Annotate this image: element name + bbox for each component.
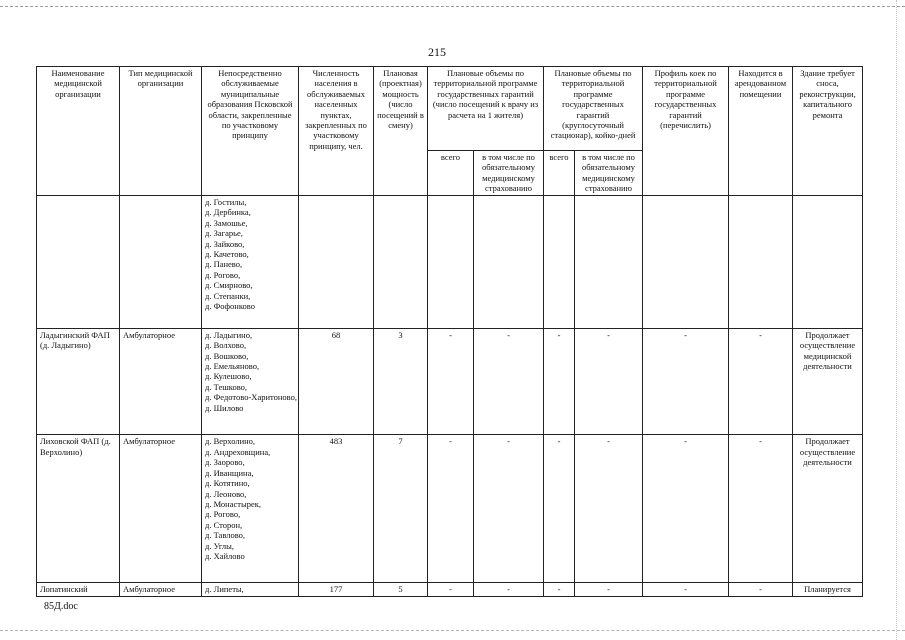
out-total-cell — [428, 196, 474, 329]
population-cell — [299, 196, 374, 329]
scan-edge-right — [896, 0, 897, 640]
rented-cell: - — [729, 328, 793, 435]
org-name-cell: Лиховской ФАП (д. Верхолино) — [37, 435, 120, 582]
org-name-cell: Лопатинский — [37, 582, 120, 596]
settlement-item: д. Углы, — [205, 540, 234, 551]
out-oms-cell: - — [474, 328, 544, 435]
settlement-item: д. Рогово, — [205, 269, 241, 280]
out-oms-cell: - — [474, 435, 544, 582]
in-oms-cell: - — [575, 582, 643, 596]
header-type: Тип медицинской организации — [120, 67, 202, 196]
in-oms-cell — [575, 196, 643, 329]
header-building: Здание требует сноса, реконструкции, капитального ремонта — [793, 67, 863, 196]
settlement-item: д. Шилово — [205, 402, 244, 413]
org-type-cell: Амбулаторное — [120, 582, 202, 596]
header-population: Численность населения в обслуживаемых населенных пунктах, закрепленных по участковому принципу, чел. — [299, 67, 374, 196]
page-number: 215 — [428, 45, 446, 59]
settlement-item: д. Зайково, — [205, 238, 245, 249]
settlements-cell — [202, 435, 299, 582]
settlement-item: д. Хайлово — [205, 550, 245, 561]
in-oms-cell: - — [575, 328, 643, 435]
settlements-cell — [202, 196, 299, 329]
out-total-cell: - — [428, 582, 474, 596]
out-oms-cell: - — [474, 582, 544, 596]
file-name-footer: 85Д.doc — [44, 601, 78, 612]
capacity-cell: 5 — [374, 582, 428, 596]
table-row — [37, 435, 863, 582]
bed-profile-cell: - — [643, 582, 729, 596]
settlement-item: д. Фофонково — [205, 301, 255, 312]
building-cell — [793, 196, 863, 329]
settlement-item: д. Замошье, — [205, 217, 248, 228]
capacity-cell: 3 — [374, 328, 428, 435]
header-out-oms: в том числе по обязательному медицинскому страхованию — [474, 151, 544, 196]
scan-edge-top — [0, 6, 905, 7]
settlement-item: д. Качетово, — [205, 249, 249, 260]
header-name: Наименование медицинской организации — [37, 67, 120, 196]
out-total-cell: - — [428, 328, 474, 435]
settlement-item: д. Вошково, — [205, 350, 249, 361]
settlement-item: д. Заорово, — [205, 457, 245, 468]
header-bed-profile: Профиль коек по территориальной программе государственных гарантий (перечислить) — [643, 67, 729, 196]
header-outpatient-volume: Плановые объемы по территориальной программе государственных гарантий (число посещений к врачу из расчета на 1 жителя) — [428, 67, 544, 151]
header-municipalities: Непосредственно обслуживаемые муниципальные образования Псковской области, закрепленные по участковому принципу — [202, 67, 299, 196]
settlement-item: д. Загарье, — [205, 228, 243, 239]
rented-cell: - — [729, 435, 793, 582]
scan-edge-bottom — [0, 630, 905, 631]
in-total-cell: - — [544, 582, 575, 596]
settlement-item: д. Тешково, — [205, 381, 248, 392]
org-type-cell — [120, 196, 202, 329]
org-type-cell: Амбулаторное — [120, 328, 202, 435]
settlement-item: д. Кулешово, — [205, 371, 252, 382]
table-row — [37, 196, 863, 329]
table-body — [37, 196, 863, 597]
org-name-cell — [37, 196, 120, 329]
population-cell: 177 — [299, 582, 374, 596]
header-rented: Находится в арендованном помещении — [729, 67, 793, 196]
settlement-item: д. Панево, — [205, 259, 243, 270]
settlement-item: д. Смирново, — [205, 280, 253, 291]
medical-organizations-table — [36, 66, 863, 597]
building-cell: Продолжает осуществление деятельности — [793, 435, 863, 582]
header-in-total: всего — [544, 151, 575, 196]
bed-profile-cell — [643, 196, 729, 329]
out-oms-cell — [474, 196, 544, 329]
settlement-item: д. Ладыгино, — [205, 329, 253, 340]
bed-profile-cell: - — [643, 328, 729, 435]
in-total-cell: - — [544, 435, 575, 582]
settlement-item: д. Волхово, — [205, 340, 247, 351]
out-total-cell: - — [428, 435, 474, 582]
header-in-oms: в том числе по обязательному медицинскому страхованию — [575, 151, 643, 196]
rented-cell: - — [729, 582, 793, 596]
settlement-item: д. Иванщина, — [205, 467, 254, 478]
settlement-item: д. Леоново, — [205, 488, 247, 499]
header-out-total: всего — [428, 151, 474, 196]
org-type-cell: Амбулаторное — [120, 435, 202, 582]
building-cell: Планируется — [793, 582, 863, 596]
settlement-item: д. Рогово, — [205, 509, 241, 520]
in-total-cell — [544, 196, 575, 329]
settlement-item: д. Тавлово, — [205, 530, 246, 541]
population-cell: 483 — [299, 435, 374, 582]
building-cell: Продолжает осуществление медицинской деятельности — [793, 328, 863, 435]
in-total-cell: - — [544, 328, 575, 435]
settlement-item: д. Гостилы, — [205, 197, 247, 207]
settlements-cell — [202, 328, 299, 435]
settlement-item: д. Емельяново, — [205, 361, 260, 372]
settlement-item: д. Монастырек, — [205, 498, 261, 509]
settlement-item: д. Сторон, — [205, 519, 243, 530]
header-inpatient-volume: Плановые объемы по территориальной программе государственных гарантий (круглосуточный стационар), койко-дней — [544, 67, 643, 151]
settlement-item: д. Дербинка, — [205, 207, 251, 218]
capacity-cell — [374, 196, 428, 329]
rented-cell — [729, 196, 793, 329]
header-capacity: Плановая (проектная) мощность (число посещений в смену) — [374, 67, 428, 196]
org-name-cell: Ладыгинский ФАП (д. Ладыгино) — [37, 328, 120, 435]
in-oms-cell: - — [575, 435, 643, 582]
table-row — [37, 582, 863, 596]
settlement-item: д. Липеты, — [205, 583, 244, 594]
settlement-item: д. Степанки, — [205, 290, 251, 301]
table-row — [37, 328, 863, 435]
settlement-item: д. Верхолино, — [205, 436, 256, 447]
settlements-cell — [202, 582, 299, 596]
settlement-item: д. Андреховщина, — [205, 446, 271, 457]
capacity-cell: 7 — [374, 435, 428, 582]
settlement-item: д. Котятино, — [205, 478, 250, 489]
settlement-item: д. Федотово-Харитоново, — [205, 392, 297, 403]
bed-profile-cell: - — [643, 435, 729, 582]
population-cell: 68 — [299, 328, 374, 435]
